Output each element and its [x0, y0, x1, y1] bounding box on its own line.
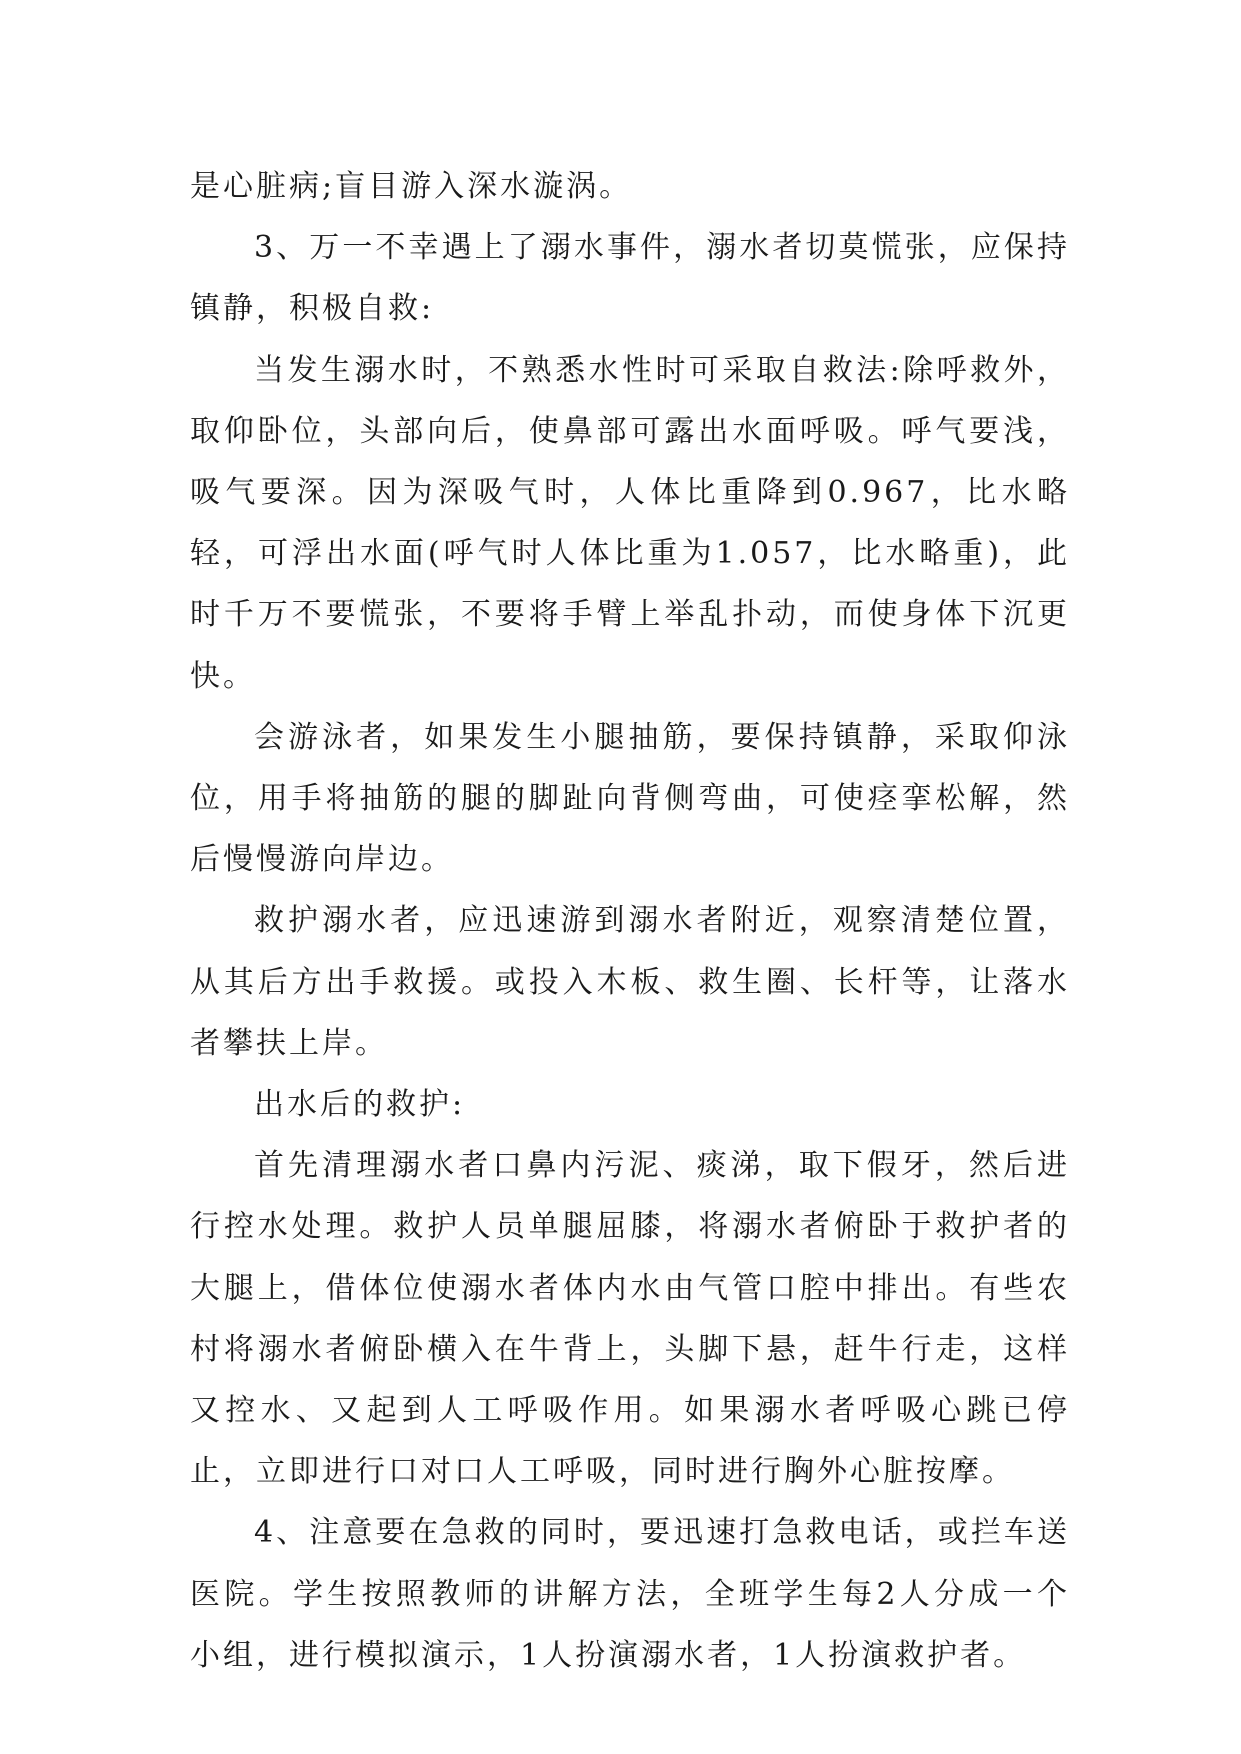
paragraph-self-rescue: 当发生溺水时，不熟悉水性时可采取自救法:除呼救外，取仰卧位，头部向后，使鼻部可露出水面呼吸。呼气要浅，吸气要深。因为深吸气时，人体比重降到0.967，比水略轻，可浮出水面(呼气时人体比重为1.057，比水略重)，此时千万不要慌张，不要将手臂上举乱扑动，而使身体下沉更快。 — [190, 352, 1070, 694]
paragraph-point-4: 4、注意要在急救的同时，要迅速打急救电话，或拦车送医院。学生按照教师的讲解方法，全班学生每2人分成一个小组，进行模拟演示，1人扮演溺水者，1人扮演救护者。 — [190, 1515, 1070, 1673]
document-body — [190, 156, 1070, 1686]
paragraph-water-control: 首先清理溺水者口鼻内污泥、痰涕，取下假牙，然后进行控水处理。救护人员单腿屈膝，将溺水者俯卧于救护者的大腿上，借体位使溺水者体内水由气管口腔中排出。有些农村将溺水者俯卧横入在牛背上，头脚下悬，赶牛行走，这样又控水、又起到人工呼吸作用。如果溺水者呼吸心跳已停止，立即进行口对口人工呼吸，同时进行胸外心脏按摩。 — [190, 1148, 1070, 1490]
paragraph-after-rescue-heading: 出水后的救护: — [254, 1087, 466, 1123]
paragraph-rescue-others: 救护溺水者，应迅速游到溺水者附近，观察清楚位置，从其后方出手救援。或投入木板、救生圈、长杆等，让落水者攀扶上岸。 — [190, 903, 1070, 1061]
paragraph-point-3: 3、万一不幸遇上了溺水事件，溺水者切莫慌张，应保持镇静，积极自救: — [190, 230, 1070, 327]
paragraph-leg-cramp: 会游泳者，如果发生小腿抽筋，要保持镇静，采取仰泳位，用手将抽筋的腿的脚趾向背侧弯曲，可使痉挛松解，然后慢慢游向岸边。 — [190, 719, 1070, 878]
paragraph-continuation: 是心脏病;盲目游入深水漩涡。 — [190, 169, 633, 204]
